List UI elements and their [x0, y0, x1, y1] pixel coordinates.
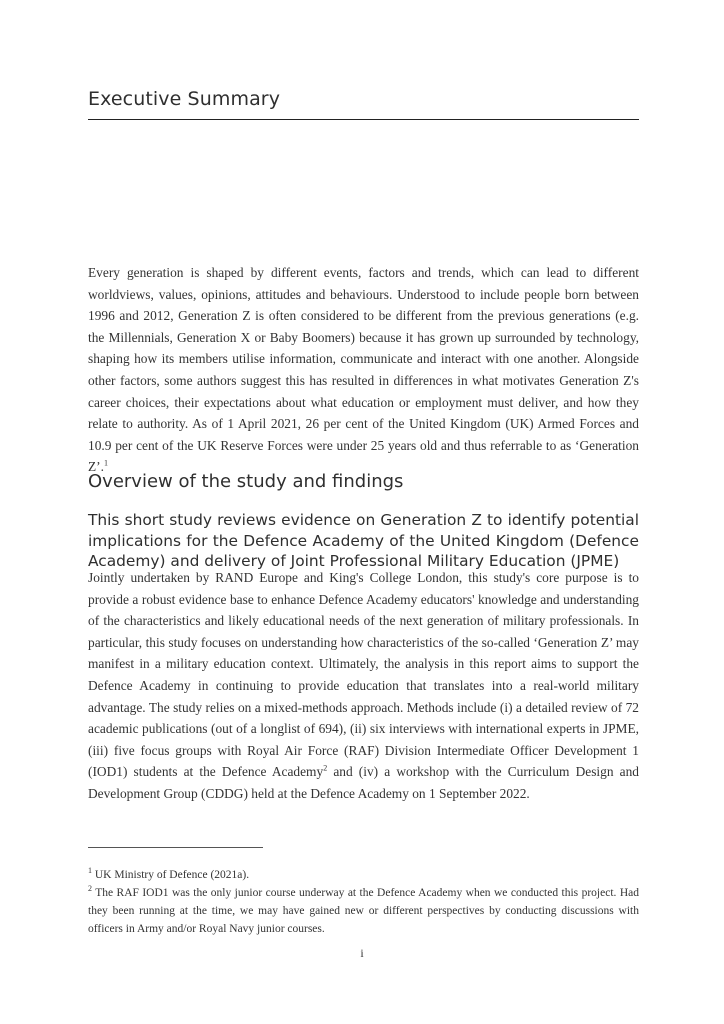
page-number: i — [360, 946, 364, 960]
title-underline — [88, 119, 639, 120]
footnote-ref-1[interactable]: 1 — [104, 458, 108, 468]
footnote-2-number: 2 — [88, 884, 92, 894]
body-paragraph-text-part1: Jointly undertaken by RAND Europe and King's College London, this study's core purpose is to provide a robust evidence base to enhance Defence Academy educators' knowledge and understanding of the characteristics and likely educational needs of the next generation of military professionals. In particular, this study focuses on understanding how characteristics of the so-called ‘Generation Z’ may manifest in a military education context. Ultimately, the analysis in this report aims to support the Defence Academy in continuing to provide education that translates into a real-world military advantage. The study relies on a mixed-methods approach. Methods include (i) a detailed review of 72 academic publications (out of a longlist of 694), (ii) six interviews with international experts in JPME, (iii) five focus groups with Royal Air Force (RAF) Division Intermediate Officer Development 1 (IOD1) students at the Defence Academy — [88, 570, 639, 780]
body-paragraph — [88, 567, 639, 805]
subheading: This short study reviews evidence on Generation Z to identify potential implications for the Defence Academy of the United Kingdom (Defence Academy) and delivery of Joint Professional Military Education (JPME) — [88, 511, 639, 570]
footnote-2 — [88, 884, 639, 938]
intro-paragraph-text: Every generation is shaped by different events, factors and trends, which can lead to different worldviews, values, opinions, attitudes and behaviours. Understood to include people born between 1996 and 2012, Generation Z is often considered to be different from the previous generations (e.g. the Millennials, Generation X or Baby Boomers) because it has grown up surrounded by technology, shaping how its members utilise information, communicate and interact with one another. Alongside other factors, some authors suggest this has resulted in differences in what motivates Generation Z's career choices, their expectations about what education or employment must deliver, and how they relate to authority. As of 1 April 2021, 26 per cent of the United Kingdom (UK) Armed Forces and 10.9 per cent of the UK Reserve Forces were under 25 years old and thus referrable to as ‘Generation Z’. — [88, 265, 639, 475]
footnote-1-text: UK Ministry of Defence (2021a). — [92, 869, 250, 881]
intro-paragraph — [88, 262, 639, 478]
footnote-2-text: The RAF IOD1 was the only junior course underway at the Defence Academy when we conducted this project. Had they been running at the time, we may have gained new or different perspectives by conducting discussions with officers in Army and/or Royal Navy junior courses. — [88, 887, 639, 935]
body-paragraph-text-part2: and (iv) a workshop with the Curriculum Design and Development Group (CDDG) held at the Defence Academy on 1 September 2022. — [88, 764, 640, 801]
footnote-1 — [88, 866, 639, 884]
footnote-divider — [88, 847, 263, 848]
section-heading: Overview of the study and findings — [88, 471, 404, 492]
footnote-1-number: 1 — [88, 866, 92, 876]
page-title: Executive Summary — [88, 88, 281, 110]
footnote-ref-2[interactable]: 2 — [323, 763, 328, 773]
